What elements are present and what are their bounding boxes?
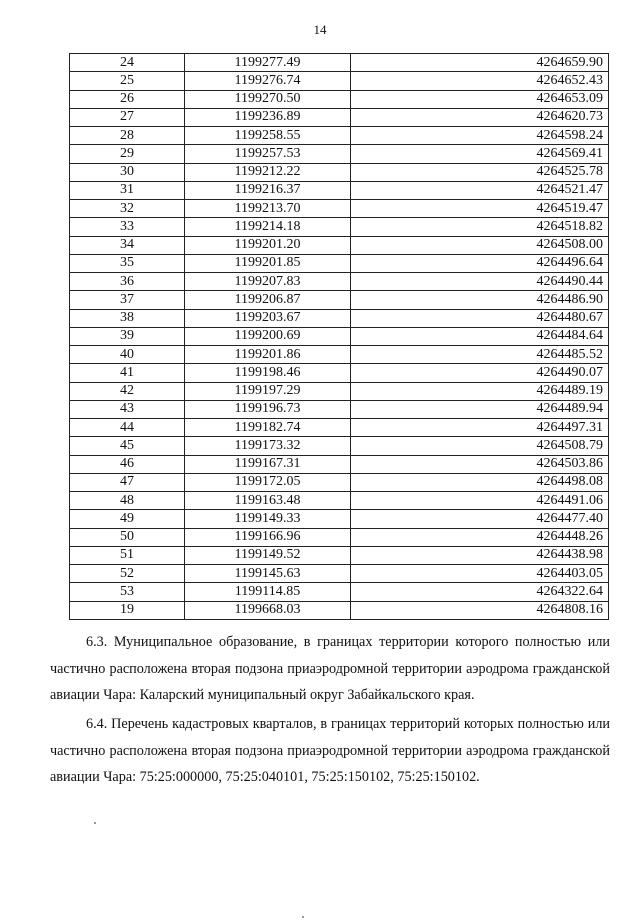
y-coordinate-cell: 4264489.19: [351, 382, 609, 400]
y-coordinate-cell: 4264485.52: [351, 346, 609, 364]
x-coordinate-cell: 1199149.52: [185, 546, 351, 564]
x-coordinate-cell: 1199198.46: [185, 364, 351, 382]
y-coordinate-cell: 4264598.24: [351, 127, 609, 145]
y-coordinate-cell: 4264519.47: [351, 200, 609, 218]
point-number-cell: 27: [70, 108, 185, 126]
point-number-cell: 38: [70, 309, 185, 327]
table-row: [70, 437, 609, 455]
point-number-cell: 25: [70, 72, 185, 90]
point-number-cell: 37: [70, 291, 185, 309]
y-coordinate-cell: 4264620.73: [351, 108, 609, 126]
x-coordinate-cell: 1199216.37: [185, 181, 351, 199]
table-row: [70, 583, 609, 601]
point-number-cell: 39: [70, 327, 185, 345]
point-number-cell: 53: [70, 583, 185, 601]
paragraph-6-3: [50, 629, 610, 709]
x-coordinate-cell: 1199182.74: [185, 419, 351, 437]
y-coordinate-cell: 4264508.79: [351, 437, 609, 455]
x-coordinate-cell: 1199166.96: [185, 528, 351, 546]
x-coordinate-cell: 1199276.74: [185, 72, 351, 90]
x-coordinate-cell: 1199196.73: [185, 400, 351, 418]
table-row: [70, 145, 609, 163]
point-number-cell: 32: [70, 200, 185, 218]
point-number-cell: 44: [70, 419, 185, 437]
paragraph-6-4-text: 6.4. Перечень кадастровых кварталов, в границах территорий которых полностью или частично расположена вторая подзона приаэродромной территории аэродрома гражданской авиации Чара: 75:25:000000, 75:25:040101, 75:25:150102, 75:25:150102.: [50, 716, 610, 785]
table-row: [70, 601, 609, 619]
table-row: [70, 273, 609, 291]
scan-speck: [302, 916, 304, 918]
paragraph-6-4: [50, 711, 610, 791]
point-number-cell: 24: [70, 54, 185, 72]
table-row: [70, 309, 609, 327]
coordinates-table-body: [70, 54, 609, 620]
x-coordinate-cell: 1199213.70: [185, 200, 351, 218]
y-coordinate-cell: 4264448.26: [351, 528, 609, 546]
x-coordinate-cell: 1199197.29: [185, 382, 351, 400]
x-coordinate-cell: 1199207.83: [185, 273, 351, 291]
y-coordinate-cell: 4264503.86: [351, 455, 609, 473]
table-row: [70, 327, 609, 345]
y-coordinate-cell: 4264521.47: [351, 181, 609, 199]
x-coordinate-cell: 1199206.87: [185, 291, 351, 309]
x-coordinate-cell: 1199201.86: [185, 346, 351, 364]
y-coordinate-cell: 4264508.00: [351, 236, 609, 254]
table-row: [70, 236, 609, 254]
x-coordinate-cell: 1199201.20: [185, 236, 351, 254]
x-coordinate-cell: 1199173.32: [185, 437, 351, 455]
y-coordinate-cell: 4264653.09: [351, 90, 609, 108]
y-coordinate-cell: 4264490.07: [351, 364, 609, 382]
table-row: [70, 419, 609, 437]
point-number-cell: 52: [70, 565, 185, 583]
x-coordinate-cell: 1199203.67: [185, 309, 351, 327]
point-number-cell: 43: [70, 400, 185, 418]
point-number-cell: 30: [70, 163, 185, 181]
y-coordinate-cell: 4264486.90: [351, 291, 609, 309]
y-coordinate-cell: 4264403.05: [351, 565, 609, 583]
table-row: [70, 163, 609, 181]
y-coordinate-cell: 4264322.64: [351, 583, 609, 601]
point-number-cell: 47: [70, 473, 185, 491]
table-row: [70, 364, 609, 382]
table-row: [70, 455, 609, 473]
point-number-cell: 34: [70, 236, 185, 254]
y-coordinate-cell: 4264490.44: [351, 273, 609, 291]
y-coordinate-cell: 4264569.41: [351, 145, 609, 163]
y-coordinate-cell: 4264496.64: [351, 254, 609, 272]
point-number-cell: 19: [70, 601, 185, 619]
point-number-cell: 48: [70, 492, 185, 510]
x-coordinate-cell: 1199167.31: [185, 455, 351, 473]
table-row: [70, 218, 609, 236]
y-coordinate-cell: 4264491.06: [351, 492, 609, 510]
y-coordinate-cell: 4264808.16: [351, 601, 609, 619]
table-row: [70, 90, 609, 108]
table-row: [70, 181, 609, 199]
x-coordinate-cell: 1199668.03: [185, 601, 351, 619]
point-number-cell: 42: [70, 382, 185, 400]
y-coordinate-cell: 4264498.08: [351, 473, 609, 491]
y-coordinate-cell: 4264518.82: [351, 218, 609, 236]
x-coordinate-cell: 1199145.63: [185, 565, 351, 583]
table-row: [70, 291, 609, 309]
table-row: [70, 510, 609, 528]
x-coordinate-cell: 1199163.48: [185, 492, 351, 510]
point-number-cell: 50: [70, 528, 185, 546]
point-number-cell: 35: [70, 254, 185, 272]
table-row: [70, 346, 609, 364]
x-coordinate-cell: 1199201.85: [185, 254, 351, 272]
table-row: [70, 200, 609, 218]
x-coordinate-cell: 1199149.33: [185, 510, 351, 528]
table-row: [70, 254, 609, 272]
table-row: [70, 546, 609, 564]
table-row: [70, 400, 609, 418]
point-number-cell: 33: [70, 218, 185, 236]
point-number-cell: 40: [70, 346, 185, 364]
x-coordinate-cell: 1199214.18: [185, 218, 351, 236]
table-row: [70, 72, 609, 90]
y-coordinate-cell: 4264477.40: [351, 510, 609, 528]
table-row: [70, 565, 609, 583]
paragraph-6-3-text: 6.3. Муниципальное образование, в границах территории которого полностью или частично расположена вторая подзона приаэродромной территории аэродрома гражданской авиации Чара: Каларский муниципальный округ Забайкальского края.: [50, 634, 610, 703]
x-coordinate-cell: 1199200.69: [185, 327, 351, 345]
y-coordinate-cell: 4264484.64: [351, 327, 609, 345]
point-number-cell: 41: [70, 364, 185, 382]
x-coordinate-cell: 1199114.85: [185, 583, 351, 601]
point-number-cell: 31: [70, 181, 185, 199]
x-coordinate-cell: 1199277.49: [185, 54, 351, 72]
y-coordinate-cell: 4264652.43: [351, 72, 609, 90]
x-coordinate-cell: 1199236.89: [185, 108, 351, 126]
y-coordinate-cell: 4264659.90: [351, 54, 609, 72]
y-coordinate-cell: 4264480.67: [351, 309, 609, 327]
table-row: [70, 108, 609, 126]
point-number-cell: 26: [70, 90, 185, 108]
x-coordinate-cell: 1199172.05: [185, 473, 351, 491]
table-row: [70, 473, 609, 491]
y-coordinate-cell: 4264497.31: [351, 419, 609, 437]
scan-speck: [94, 822, 96, 824]
point-number-cell: 45: [70, 437, 185, 455]
x-coordinate-cell: 1199258.55: [185, 127, 351, 145]
y-coordinate-cell: 4264438.98: [351, 546, 609, 564]
coordinates-table: [69, 53, 609, 620]
point-number-cell: 28: [70, 127, 185, 145]
x-coordinate-cell: 1199257.53: [185, 145, 351, 163]
y-coordinate-cell: 4264489.94: [351, 400, 609, 418]
point-number-cell: 51: [70, 546, 185, 564]
x-coordinate-cell: 1199212.22: [185, 163, 351, 181]
table-row: [70, 528, 609, 546]
page-number: 14: [313, 22, 327, 37]
point-number-cell: 46: [70, 455, 185, 473]
table-row: [70, 382, 609, 400]
x-coordinate-cell: 1199270.50: [185, 90, 351, 108]
table-row: [70, 127, 609, 145]
table-row: [70, 492, 609, 510]
point-number-cell: 36: [70, 273, 185, 291]
table-row: [70, 54, 609, 72]
point-number-cell: 29: [70, 145, 185, 163]
y-coordinate-cell: 4264525.78: [351, 163, 609, 181]
point-number-cell: 49: [70, 510, 185, 528]
